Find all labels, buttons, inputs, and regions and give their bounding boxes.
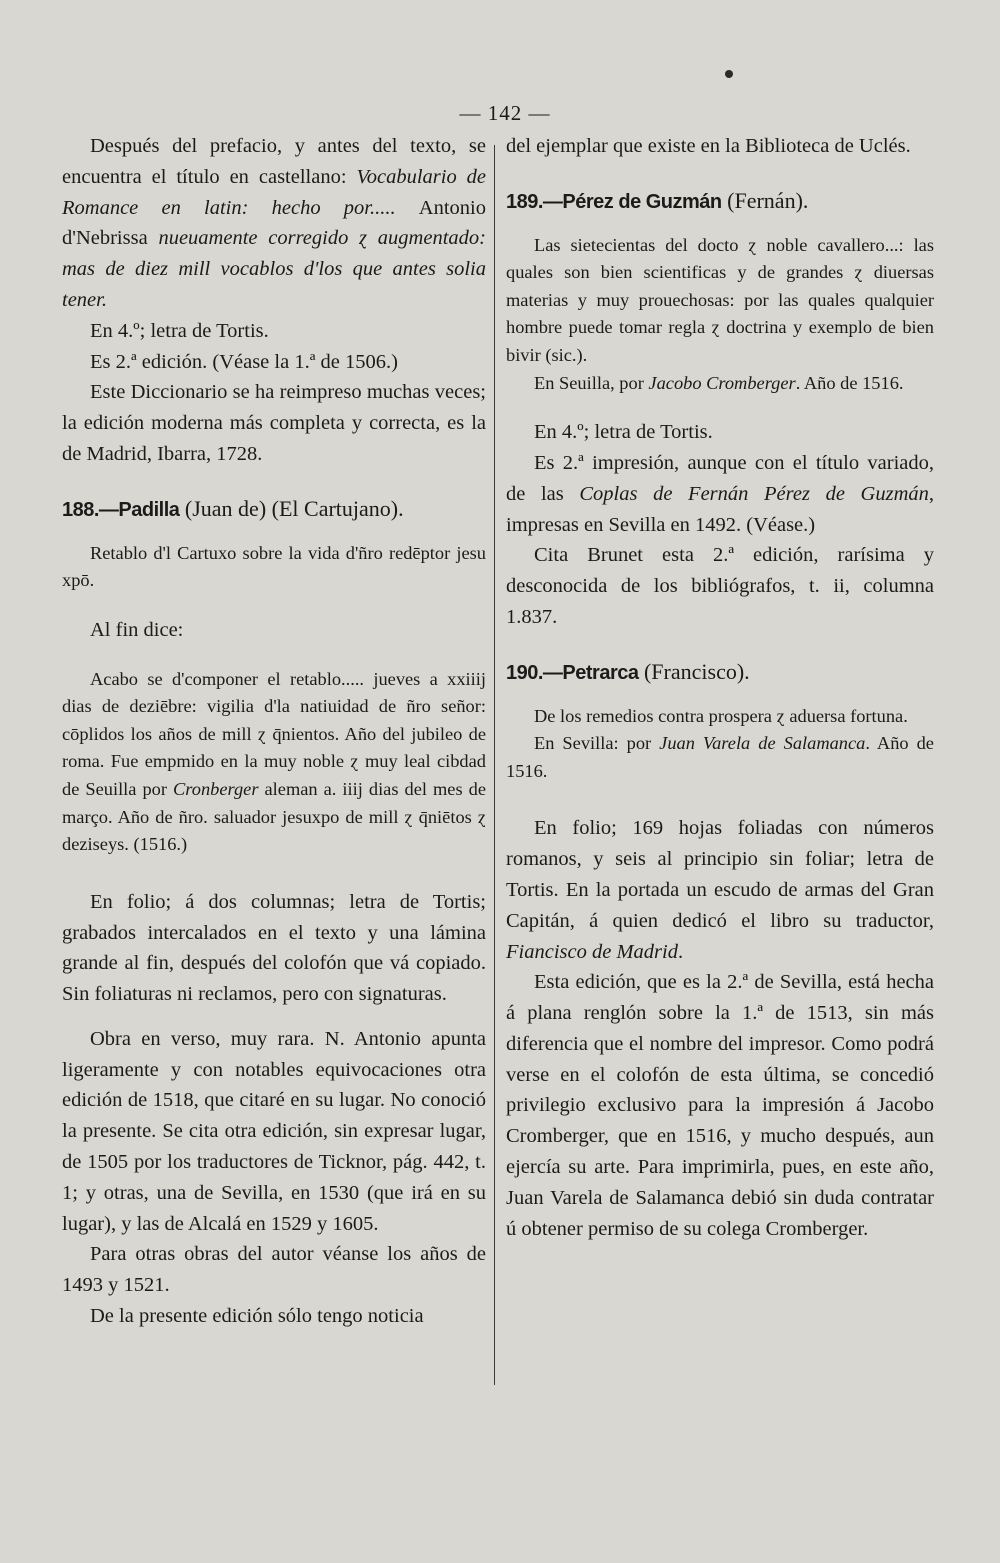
entry-189-edition: Es 2.ª impresión, aunque con el título variado, de las Coplas de Fernán Pérez de Guzmán, impresas en Sevilla en 1492. (Véase.) [506,451,934,536]
reprint-note: Este Diccionario se ha reimpreso muchas veces; la edición moderna más completa y correcta, es la de Madrid, Ibarra, 1728. [62,381,486,465]
spanish-title: Vocabulario de Romance en latin: hecho por..... [62,165,486,219]
entry-188-colophon: Acabo se d'componer el retablo..... jueves a xxiiij dias de deziēbre: vigilia d'la natiuidad de ñro señor: cōplidos los años de mill ɀ q̄nientos. Año del jubileo de roma. Fue empmido en la muy noble ɀ muy leal cibdad de Seuilla por Cronberger aleman a. iiij dias del mes de março. Año de ñro. saluador jesuxpo de mill ɀ q̄niētos ɀ deziseys. (1516.) [62,668,486,855]
entry-190-number: 190.—Petrarca [506,661,639,684]
entry-190-imprint: En Sevilla: por Juan Varela de Salamanca. Año de 1516. [506,733,934,781]
entry-189-imprint: En Seuilla, por Jacobo Cromberger. Año de 1516. [534,372,904,393]
entry-189-format: En 4.º; letra de Tortis. [534,421,713,444]
entry-190-title: De los remedios contra prospera ɀ aduersa fortuna. [534,705,908,726]
entry-188-description: En folio; á dos columnas; letra de Tortis; grabados intercalados en el texto y una lámina grande al fin, después del colofón que vá copiado. Sin foliaturas ni reclamos, pero con signaturas. [62,890,486,1006]
entry-190-heading: 190.—Petrarca (Francisco). [506,658,750,684]
entry-189-number: 189.—Pérez de Guzmán [506,190,722,213]
edition-line: Es 2.ª edición. (Véase la 1.ª de 1506.) [90,350,398,373]
spanish-title-cont: nueuamente corregido ɀ augmentado: mas de diez mill vocablos d'los que antes solia tener. [62,227,486,311]
entry-188-heading: 188.—Padilla (Juan de) (El Cartujano). [62,495,404,521]
entry-190-description: En folio; 169 hojas foliadas con números romanos, y seis al principio sin foliar; letra de Tortis. En la portada un escudo de armas del Gran Capitán, á quien dedicó el libro su traductor, Fiancisco de Madrid. [506,817,934,963]
format-line: En 4.º; letra de Tortis. [90,319,269,342]
page-number: — 142 — [459,101,551,125]
entry-188-rarity: Obra en verso, muy rara. N. Antonio apunta ligeramente y con notables equivocaciones otra edición de 1518, que citaré en su lugar. No conoció la presente. Se cita otra edición, sin expresar lugar, de 1505 por los traductores de Ticknor, pág. 442, t. 1; y otras, una de Sevilla, en 1530 (que irá en su lugar), y las de Alcalá en 1529 y 1605. [62,1027,486,1235]
right-column [506,131,934,1244]
entry-190-edition-note: Esta edición, que es la 2.ª de Sevilla, está hecha á plana renglón sobre la 1.ª de 1513, sin más diferencia que el nombre del impresor. Como podrá verse en el colofón de esta última, se concedió privilegio exclusivo para la impresión á Jacobo Cromberger, que en 1516, y mucho después, aun ejercía su arte. Para imprimirla, pues, en este año, Juan Varela de Salamanca debió sin duda contratar ú obtener permiso de su colega Cromberger. [506,971,934,1240]
entry-188-intro: Al fin dice: [90,618,184,641]
entry-188-number: 188.—Padilla [62,498,180,521]
entry-189-brunet: Cita Brunet esta 2.ª edición, rarísima y desconocida de los bibliógrafos, t. ii, columna 1.837. [506,544,934,628]
entry-188-notice: De la presente edición sólo tengo noticia [90,1305,424,1328]
entry-189-heading: 189.—Pérez de Guzmán (Fernán). [506,187,809,213]
prefacio-paragraph: Después del prefacio, y antes del texto, se encuentra el título en castellano: Vocabulario de Romance en latin: hecho por..... Antonio d'Nebrissa nueuamente corregido ɀ augmentado: mas de diez mill vocablos d'los que antes solia tener. [62,135,486,311]
ink-spot [725,70,733,78]
notice-continued: del ejemplar que existe en la Biblioteca de Uclés. [506,135,911,157]
left-column [62,131,486,1332]
column-divider [494,145,495,1385]
entry-189-title: Las sietecientas del docto ɀ noble cavallero...: las quales son bien scientificas y de grandes ɀ diuersas materias y muy prouechosas: por las quales qualquier hombre puede tomar regla ɀ doctrina y exemplo de bien bivir (sic.). [506,234,934,365]
entry-188-title: Retablo d'l Cartuxo sobre la vida d'ñro redēptor jesu xpō. [62,542,486,591]
entry-188-other-works: Para otras obras del autor véanse los años de 1493 y 1521. [62,1243,486,1297]
